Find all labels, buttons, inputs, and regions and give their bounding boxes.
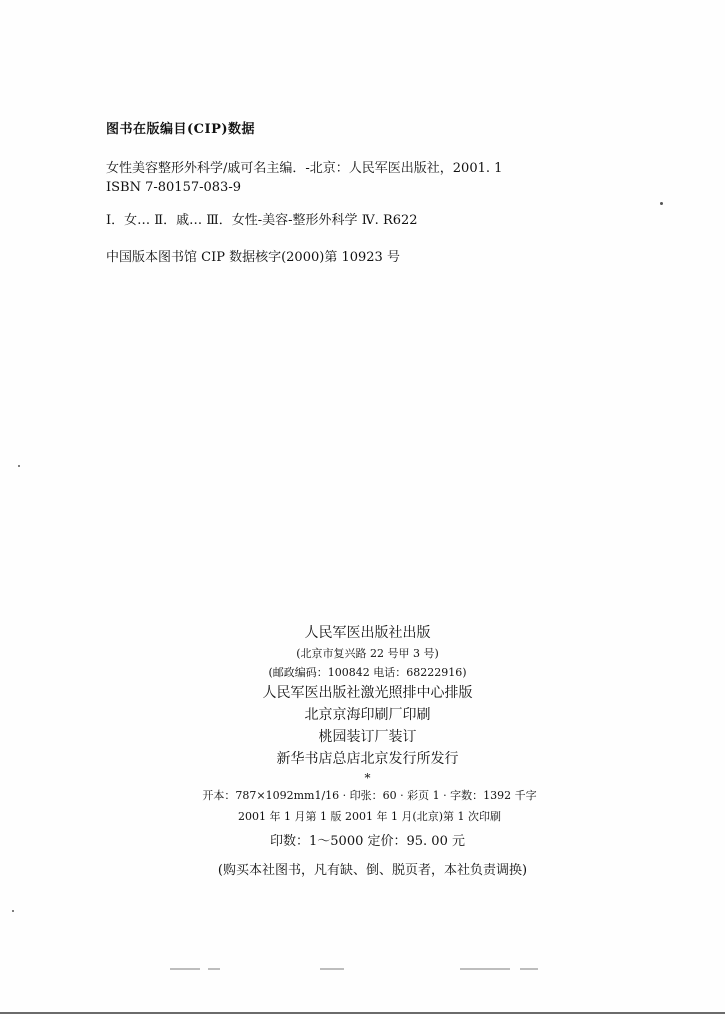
typesetter-line: 人民军医出版社激光照排中心排版	[262, 685, 473, 701]
printer-line: 北京京海印刷厂印刷	[304, 707, 431, 723]
page-bottom-edge	[0, 1012, 725, 1014]
print-run-price-line: 印数：1～5000 定价：95. 00 元	[270, 834, 465, 849]
edition-line: 2001 年 1 月第 1 版 2001 年 1 月(北京)第 1 次印刷	[237, 810, 502, 823]
replacement-notice: (购买本社图书，凡有缺、倒、脱页者，本社负责调换)	[217, 863, 528, 878]
format-specs-line: 开本：787×1092mm1/16 · 印张：60 · 彩页 1 · 字数：1392 千字	[202, 789, 537, 802]
scan-speck	[18, 465, 20, 467]
postal-phone-line: (邮政编码：100842 电话：68222916)	[268, 666, 467, 679]
distributor-line: 新华书店总店北京发行所发行	[276, 751, 459, 767]
cip-heading: 图书在版编目(CIP)数据	[106, 122, 256, 137]
cip-data-block	[106, 118, 666, 267]
spacer	[106, 197, 666, 211]
cip-title-line: 女性美容整形外科学/戚可名主编．-北京：人民军医出版社，2001. 1	[106, 161, 503, 176]
publisher-address: (北京市复兴路 22 号甲 3 号)	[296, 647, 439, 660]
separator-asterisk: *	[364, 771, 371, 785]
spacer	[106, 230, 666, 248]
faint-scan-marks	[160, 968, 560, 974]
cip-classification-line: Ⅰ．女… Ⅱ．戚… Ⅲ．女性-美容-整形外科学 Ⅳ. R622	[106, 213, 418, 228]
scan-speck	[12, 910, 14, 912]
binder-line: 桃园装订厂装订	[318, 729, 417, 745]
scan-speck	[660, 202, 663, 205]
colophon-block	[0, 622, 725, 884]
cip-record-number-line: 中国版本图书馆 CIP 数据核字(2000)第 10923 号	[106, 250, 400, 265]
publisher-line: 人民军医出版社出版	[304, 625, 431, 641]
cip-isbn-line: ISBN 7-80157-083-9	[106, 180, 241, 195]
